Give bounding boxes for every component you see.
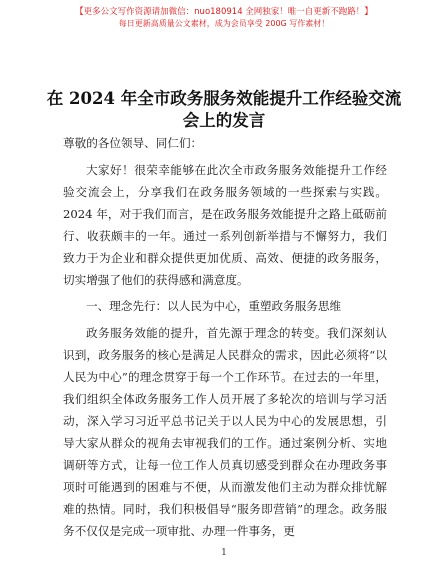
document-title: 在 2024 年全市政务服务效能提升工作经验交流会上的发言 xyxy=(46,89,402,130)
page-number: 1 xyxy=(221,548,227,558)
paragraph-section-1: 政务服务效能的提升，首先源于理念的转变。我们深刻认识到，政务服务的核心是满足人民群众的需求，因此必须将“以人民为中心”的理念贯穿于每一个工作环节。在过去的一年里，我们组织全体政务服务工作人员开展了多轮次的培训与学习活动，深入学习习近平总书记关于以人民为中心的发展思想，引导大家从群众的视角去审视我们的工作。通过案例分析、实地调研等方式，让每一位工作人员真切感受到群众在办理政务事项时可能遇到的困难与不便，从而激发他们主动为群众排忧解难的热情。同时，我们积极倡导“服务即营销”的理念。政务服务不仅仅是完成一项审批、办理一件事务，更 xyxy=(63,325,387,538)
salutation: 尊敬的各位领导、同仁们： xyxy=(63,136,203,150)
promo-banner-line2: 每日更新高质量公文素材，成为会员享受 200G 写作素材！ xyxy=(118,19,330,28)
paragraph-intro: 大家好！很荣幸能够在此次全市政务服务效能提升工作经验交流会上，分享我们在政务服务领域的一些探索与实践。2024 年，对于我们而言，是在政务服务效能提升之路上砥砺前行、收获颇丰的一年。通过一系列创新举措与不懈努力，我们致力于为企业和群众提供更加优质、高效、便捷的政务服务，切实增强了他们的获得感和满意度。 xyxy=(63,162,387,287)
promo-banner xyxy=(0,6,448,30)
section-heading: 一、理念先行：以人民为中心，重塑政务服务思维 xyxy=(86,299,342,313)
document-body xyxy=(63,132,387,546)
promo-banner-line1: 【更多公文写作资源请加微信：nuo180914 全网独家！唯一自更新不跑路！】 xyxy=(75,7,373,17)
